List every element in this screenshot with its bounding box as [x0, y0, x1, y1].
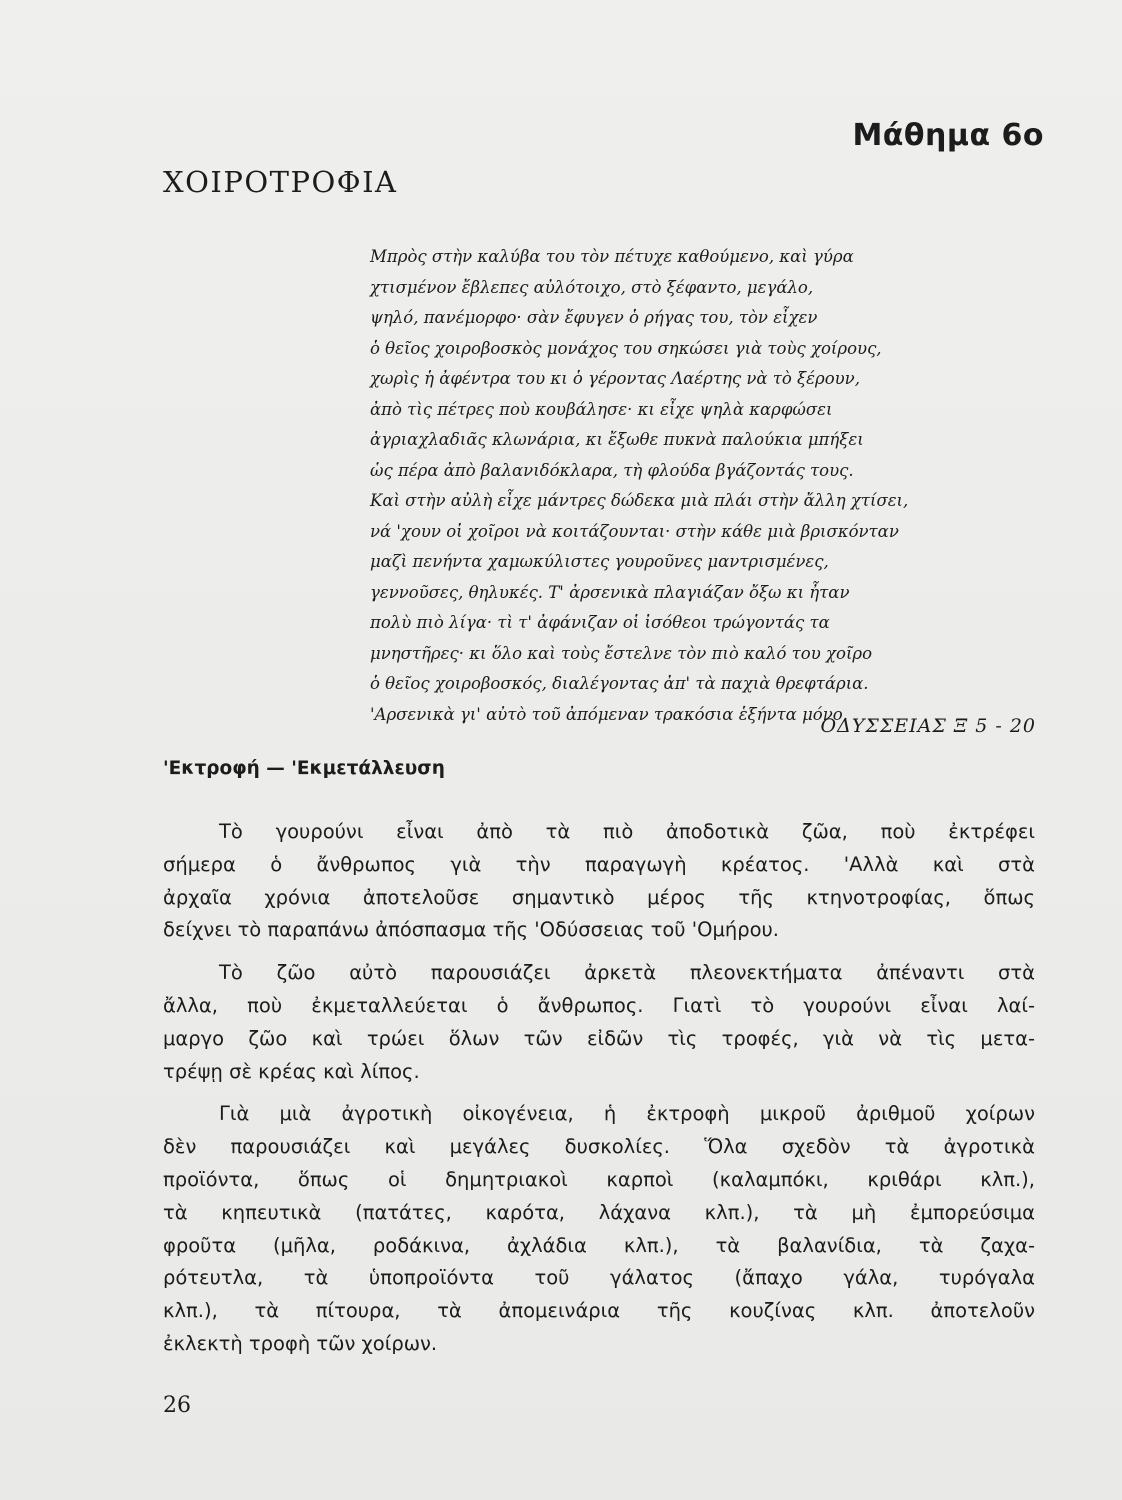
text-line: τρέψῃ σὲ κρέας καὶ λίπος. — [163, 1059, 420, 1083]
poem-line: 'Αρσενικὰ γι' αὐτὸ τοῦ ἀπόμεναν τρακόσια ἑξήντα μόνο. — [370, 704, 848, 724]
lesson-label: Μάθημα 6ο — [852, 118, 1044, 153]
text-line: κλπ.), τὰ πίτουρα, τὰ ἀπομεινάρια τῆς κουζίνας κλπ. ἀποτελοῦν — [163, 1299, 1035, 1323]
text-line: σήμερα ὁ ἄνθρωπος γιὰ τὴν παραγωγὴ κρέατος. 'Αλλὰ καὶ στὰ — [163, 852, 1035, 876]
paragraph — [163, 1098, 1035, 1360]
poem-line: χτισμένον ἔβλεπες αὐλότοιχο, στὸ ξέφαντο, μεγάλο, — [370, 277, 814, 297]
text-line: ἀρχαῖα χρόνια ἀποτελοῦσε σημαντικὸ μέρος τῆς κτηνοτροφίας, ὅπως — [163, 885, 1035, 909]
poem-line: μαζὶ πενήντα χαμωκύλιστες γουροῦνες μαντρισμένες, — [370, 552, 829, 571]
poem-line: γεννοῦσες, θηλυκές. Τ' ἀρσενικὰ πλαγιάζαν ὄξω κι ἦταν — [370, 582, 850, 602]
poem-line: ὁ θεῖος χοιροβοσκὸς μονάχος του σηκώσει γιὰ τοὺς χοίρους, — [370, 338, 882, 358]
poem-line: πολὺ πιὸ λίγα· τὶ τ' ἀφάνιζαν οἱ ἰσόθεοι τρώγοντάς τα — [370, 613, 830, 632]
poem-line: μνηστῆρες· κι ὅλο καὶ τοὺς ἔστελνε τὸν πιὸ καλό του χοῖρο — [370, 643, 873, 663]
paragraph — [163, 957, 1035, 1088]
poem-line: ὁ θεῖος χοιροβοσκός, διαλέγοντας ἀπ' τὰ παχιὰ θρεφτάρια. — [370, 674, 869, 693]
poem-line: ἀπὸ τὶς πέτρες ποὺ κουβάλησε· κι εἶχε ψηλὰ καρφώσει — [370, 399, 833, 419]
poem-excerpt — [370, 242, 1042, 730]
poem-line: Μπρὸς στὴν καλύβα του τὸν πέτυχε καθούμενο, καὶ γύρα — [370, 247, 854, 266]
poem-line: χωρὶς ἡ ἀφέντρα του κι ὁ γέροντας Λαέρτης νὰ τὸ ξέρουν, — [370, 369, 860, 388]
text-line: προϊόντα, ὅπως οἱ δημητριακοὶ καρποὶ (καλαμπόκι, κριθάρι κλπ.), — [163, 1167, 1035, 1191]
poem-line: ἀγριαχλαδιᾶς κλωνάρια, κι ἔξωθε πυκνὰ παλούκια μπήξει — [370, 430, 864, 449]
poem-line: ὡς πέρα ἀπὸ βαλανιδόκλαρα, τὴ φλούδα βγάζοντάς τους. — [370, 460, 854, 480]
poem-line: νά 'χουν οἱ χοῖροι νὰ κοιτάζουνται· στὴν κάθε μιὰ βρισκόνταν — [370, 521, 899, 541]
section-heading: 'Εκτροφή — 'Εκμετάλλευση — [163, 758, 445, 779]
text-line: Τὸ ζῶο αὐτὸ παρουσιάζει ἀρκετὰ πλεονεκτήματα ἀπέναντι στὰ — [219, 961, 1035, 985]
page-number: 26 — [163, 1393, 191, 1418]
text-line: τὰ κηπευτικὰ (πατάτες, καρότα, λάχανα κλπ.), τὰ μὴ ἐμπορεύσιμα — [163, 1200, 1035, 1224]
paragraph — [163, 816, 1035, 947]
text-line: ἐκλεκτὴ τροφὴ τῶν χοίρων. — [163, 1331, 438, 1355]
body-text — [163, 816, 1035, 1371]
text-line: Γιὰ μιὰ ἀγροτικὴ οἰκογένεια, ἡ ἐκτροφὴ μικροῦ ἀριθμοῦ χοίρων — [219, 1102, 1035, 1126]
poem-line: Καὶ στὴν αὐλὴ εἶχε μάντρες δώδεκα μιὰ πλάι στὴν ἄλλη χτίσει, — [370, 491, 909, 510]
poem-source: ΟΔΥΣΣΕΙΑΣ Ξ 5 - 20 — [820, 715, 1036, 737]
text-line: Τὸ γουρούνι εἶναι ἀπὸ τὰ πιὸ ἀποδοτικὰ ζῶα, ποὺ ἐκτρέφει — [219, 820, 1035, 843]
poem-line: ψηλό, πανέμορφο· σὰν ἔφυγεν ὁ ρήγας του, τὸν εἶχεν — [370, 308, 818, 327]
text-line: ἄλλα, ποὺ ἐκμεταλλεύεται ὁ ἄνθρωπος. Γιατὶ τὸ γουρούνι εἶναι λαί- — [163, 993, 1035, 1017]
text-line: ρότευτλα, τὰ ὑποπροϊόντα τοῦ γάλατος (ἄπαχο γάλα, τυρόγαλα — [163, 1266, 1035, 1290]
text-line: φροῦτα (μῆλα, ροδάκινα, ἀχλάδια κλπ.), τὰ βαλανίδια, τὰ ζαχα- — [163, 1233, 1035, 1257]
page-title: ΧΟΙΡΟΤΡΟΦΙΑ — [163, 165, 398, 199]
text-line: δὲν παρουσιάζει καὶ μεγάλες δυσκολίες. Ὅλα σχεδὸν τὰ ἀγροτικὰ — [163, 1135, 1035, 1159]
text-line: δείχνει τὸ παραπάνω ἀπόσπασμα τῆς 'Οδύσσειας τοῦ 'Ομήρου. — [163, 918, 780, 942]
text-line: μαργο ζῶο καὶ τρώει ὅλων τῶν εἰδῶν τὶς τροφές, γιὰ νὰ τὶς μετα- — [163, 1026, 1035, 1050]
